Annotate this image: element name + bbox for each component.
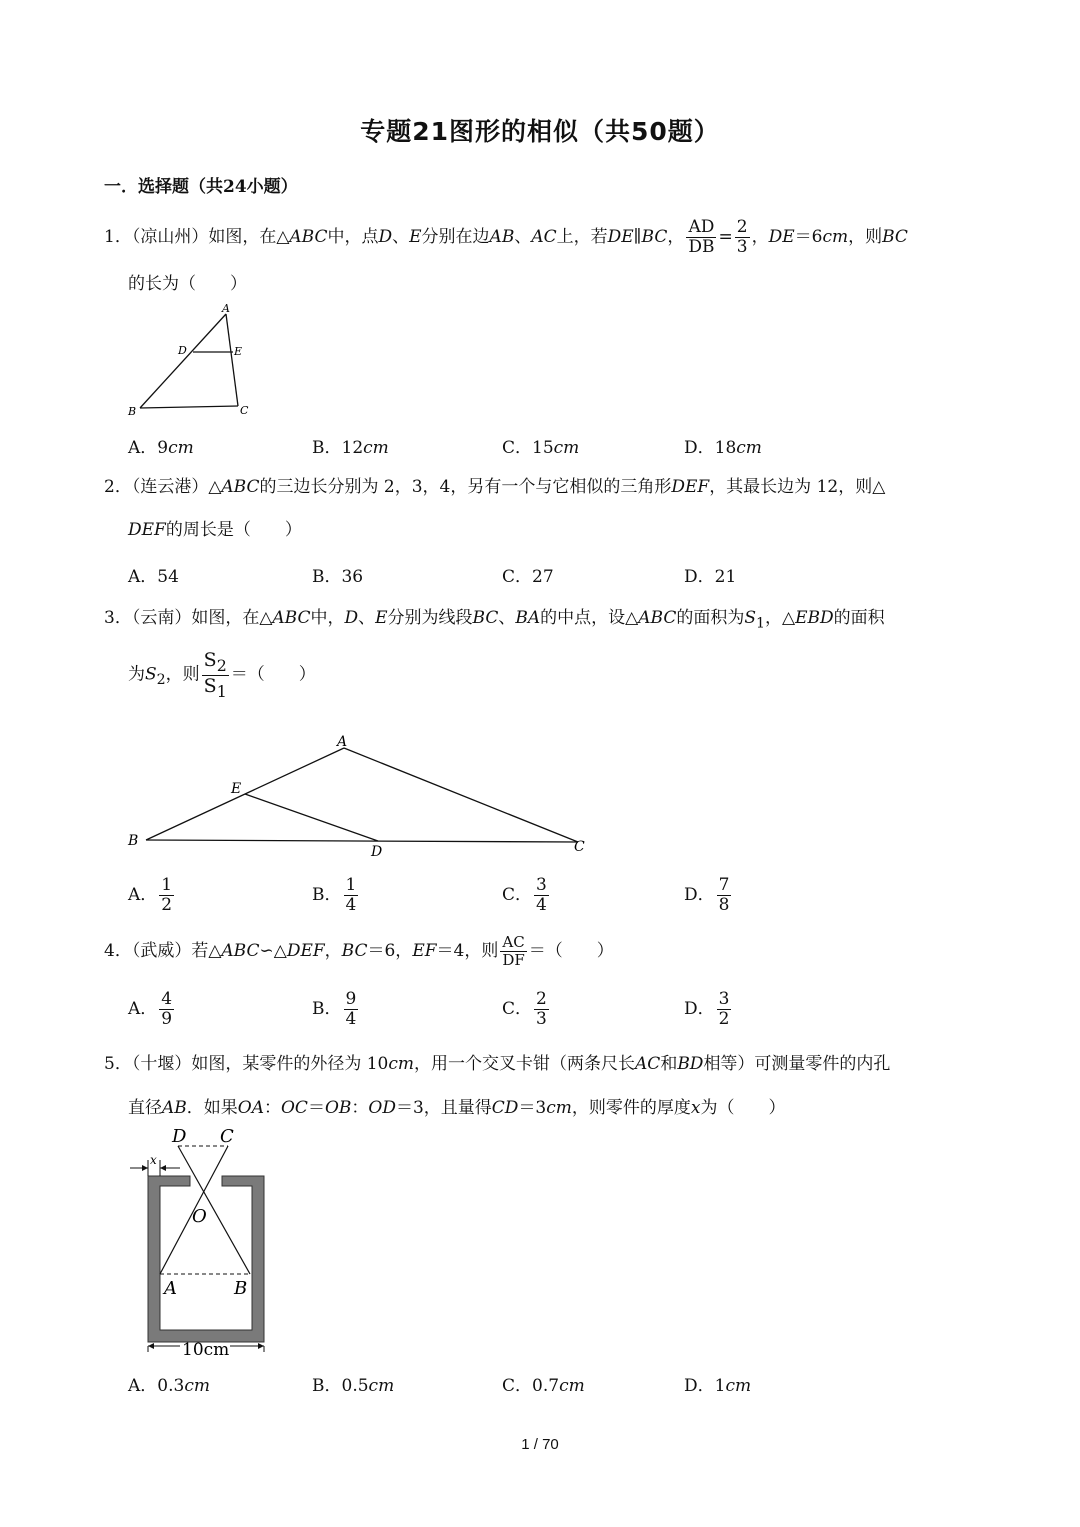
q3-label-d: D [371,844,383,860]
q5-label-a: A [164,1278,177,1299]
page-title: 专题21图形的相似（共50题） [360,117,720,146]
q3-option-d[interactable]: D． $\frac{7}{8}$ [684,875,730,915]
q5-stem-line2: 直径AB．如果OA：OC＝OB：OD＝3，且量得CD＝3cm，则零件的厚度x为（ ） [128,1098,786,1118]
q5-label-c: C [220,1126,234,1147]
q5-option-d[interactable]: D．1cm [684,1376,752,1396]
q2-option-b[interactable]: B．36 [312,567,364,587]
q1-option-d[interactable]: D．18cm [684,438,762,458]
q3-option-a[interactable]: A． $\frac{1}{2}$ [128,875,173,915]
q1-option-c[interactable]: C．15cm [502,438,580,458]
q2-stem: 2．（连云港）△ABC的三边长分别为 2，3，4，另有一个与它相似的三角形DEF，其最长边为 12，则△ [104,477,886,497]
q3-label-a: A [337,734,348,750]
q5-label-d: D [172,1126,187,1147]
q1-label-a: A [222,302,230,315]
q1-label-b: B [128,405,137,418]
q3-label-b: B [128,833,139,849]
q3-stem-line2: 为$S_2$，则 $\frac{S_2}{S_1}$ ＝（ ） [128,649,316,701]
q3-option-c[interactable]: C． $\frac{3}{4}$ [502,875,547,915]
q5-option-b[interactable]: B．0.5cm [312,1376,395,1396]
q4-ratio-fraction: $\frac{AC}{DF}$ [502,933,525,969]
q5-stem: 5．（十堰）如图，某零件的外径为 10cm，用一个交叉卡钳（两条尺长AC和BD相等）可测量零件的内孔 [104,1054,891,1074]
q3-stem: 3．（云南）如图，在△ABC中，D、E分别为线段BC、BA的中点，设△ABC的面积为$S_1$，△EBD的面积 [104,608,885,632]
q1-label-c: C [240,404,249,417]
q4-option-d[interactable]: D． $\frac{3}{2}$ [684,989,730,1029]
q3-triangle-figure [120,730,600,860]
q1-value-fraction: $\frac{2}{3}$ [736,217,748,257]
q3-option-b[interactable]: B． $\frac{1}{4}$ [312,875,357,915]
q5-dimension-label: 10cm [182,1340,230,1360]
section-heading: 一．选择题（共24小题） [104,177,298,197]
q1-ratio-fraction: $\frac{AD}{DB}$ [688,217,715,257]
q3-label-e: E [231,781,242,797]
q2-option-d[interactable]: D．21 [684,567,737,587]
q2-option-c[interactable]: C．27 [502,567,554,587]
q1-option-a[interactable]: A．9cm [128,438,194,458]
q5-caliper-figure [120,1124,280,1364]
q5-option-a[interactable]: A．0.3cm [128,1376,210,1396]
q5-option-c[interactable]: C．0.7cm [502,1376,585,1396]
q5-label-o: O [192,1206,207,1227]
q1-stem: 1．（凉山州）如图，在△ABC中，点D、E分别在边AB、AC上，若DE∥BC， $\frac{AD}{DB}$ = $\frac{2}{3}$ ，DE＝6cm，则BC [104,217,908,257]
q1-label-e: E [234,345,243,358]
q4-option-b[interactable]: B． $\frac{9}{4}$ [312,989,357,1029]
q1-label-d: D [178,344,187,357]
q4-stem: 4．（武威）若△ABC∽△DEF，BC＝6，EF＝4，则 $\frac{AC}{DF}$ ＝（ ） [104,933,614,969]
q3-area-fraction: $\frac{S_2}{S_1}$ [203,649,227,701]
q5-label-x: x [150,1153,157,1167]
page-number: 1 / 70 [521,1436,559,1453]
q1-option-b[interactable]: B．12cm [312,438,389,458]
q5-label-b: B [234,1278,248,1299]
q1-stem-line2: 的长为（ ） [128,274,247,294]
q4-option-c[interactable]: C． $\frac{2}{3}$ [502,989,547,1029]
q2-stem-line2: DEF的周长是（ ） [128,520,302,540]
q4-option-a[interactable]: A． $\frac{4}{9}$ [128,989,173,1029]
q1-triangle-figure [120,300,260,422]
q2-option-a[interactable]: A．54 [128,567,179,587]
q3-label-c: C [574,839,585,855]
